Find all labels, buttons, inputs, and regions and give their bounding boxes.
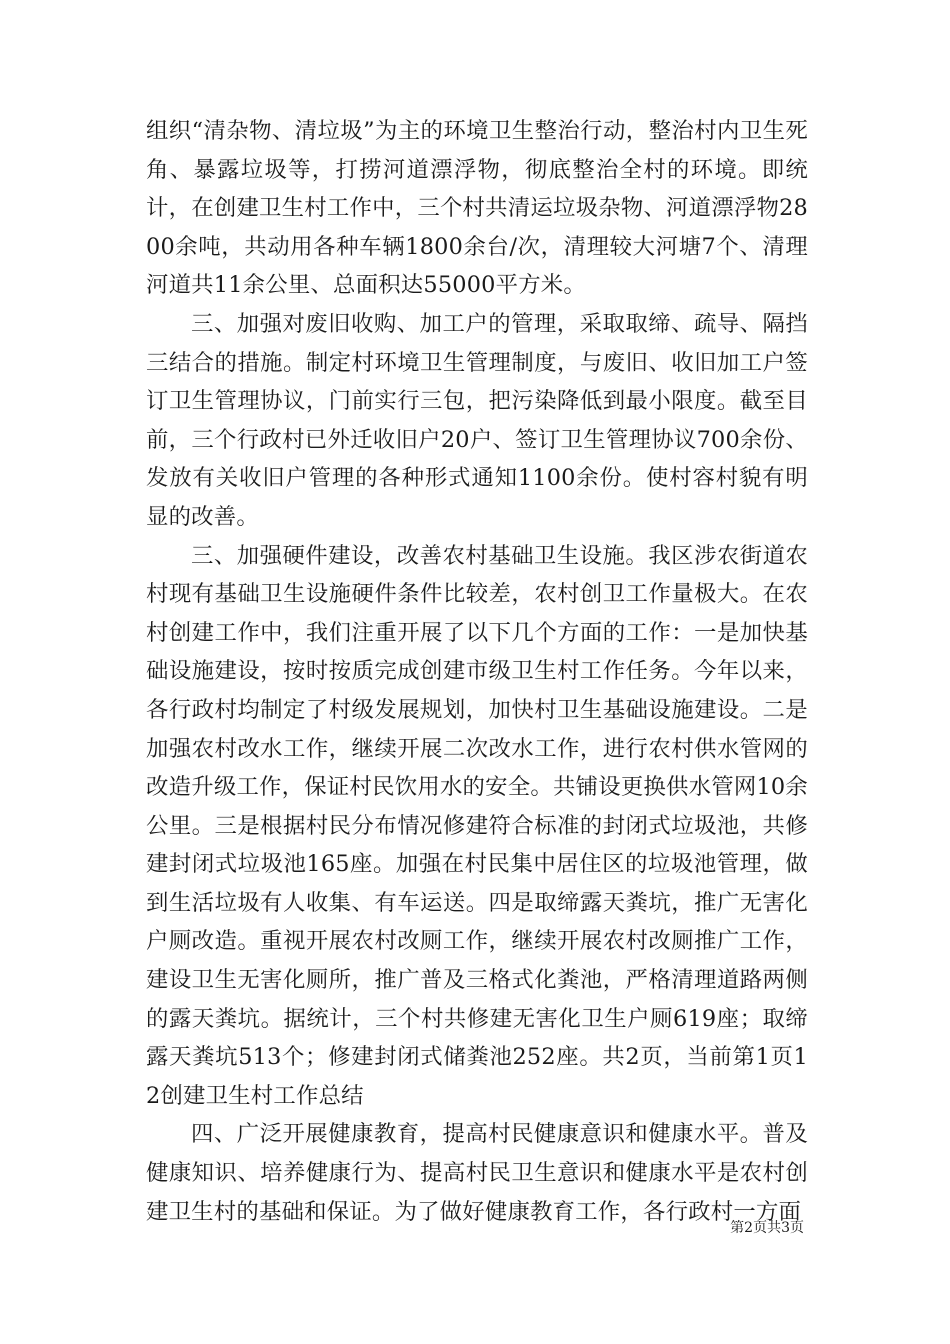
paragraph-2: 三、加强对废旧收购、加工户的管理，采取取缔、疏导、隔挡三结合的措施。制定村环境卫生管理制度，与废旧、收旧加工户签订卫生管理协议，门前实行三包，把污染降低到最小限度。截至目前，三个行政村已外迁收旧户20户、签订卫生管理协议700余份、发放有关收旧户管理的各种形式通知1100余份。使村容村貌有明显的改善。 [146, 310, 808, 530]
paragraph-3: 三、加强硬件建设，改善农村基础卫生设施。我区涉农街道农村现有基础卫生设施硬件条件比较差，农村创卫工作量极大。在农村创建工作中，我们注重开展了以下几个方面的工作：一是加快基础设施建设，按时按质完成创建市级卫生村工作任务。今年以来，各行政村均制定了村级发展规划，加快村卫生基础设施建设。二是加强农村改水工作，继续开展二次改水工作，进行农村供水管网的改造升级工作，保证村民饮用水的安全。共铺设更换供水管网10余公里。三是根据村民分布情况修建符合标准的封闭式垃圾池，共修建封闭式垃圾池165座。加强在村民集中居住区的垃圾池管理，做到生活垃圾有人收集、有车运送。四是取缔露天粪坑，推广无害化户厕改造。重视开展农村改厕工作，继续开展农村改厕推广工作，建设卫生无害化厕所，推广普及三格式化粪池，严格清理道路两侧的露天粪坑。据统计，三个村共修建无害化卫生户厕619座；取缔露天粪坑513个；修建封闭式储粪池252座。共2页，当前第1页12创建卫生村工作总结 [146, 542, 808, 1109]
paragraph-1: 组织“清杂物、清垃圾”为主的环境卫生整治行动，整治村内卫生死角、暴露垃圾等，打捞河道漂浮物，彻底整治全村的环境。即统计，在创建卫生村工作中，三个村共清运垃圾杂物、河道漂浮物2800余吨，共动用各种车辆1800余台/次，清理较大河塘7个、清理河道共11余公里、总面积达55000平方米。 [146, 118, 808, 299]
document-body [146, 112, 808, 1231]
page-number: 第2页共3页 [730, 1220, 804, 1236]
paragraph-4: 四、广泛开展健康教育，提高村民健康意识和健康水平。普及健康知识、培养健康行为、提高村民卫生意识和健康水平是农村创建卫生村的基础和保证。为了做好健康教育工作，各行政村一方面 [146, 1121, 808, 1225]
